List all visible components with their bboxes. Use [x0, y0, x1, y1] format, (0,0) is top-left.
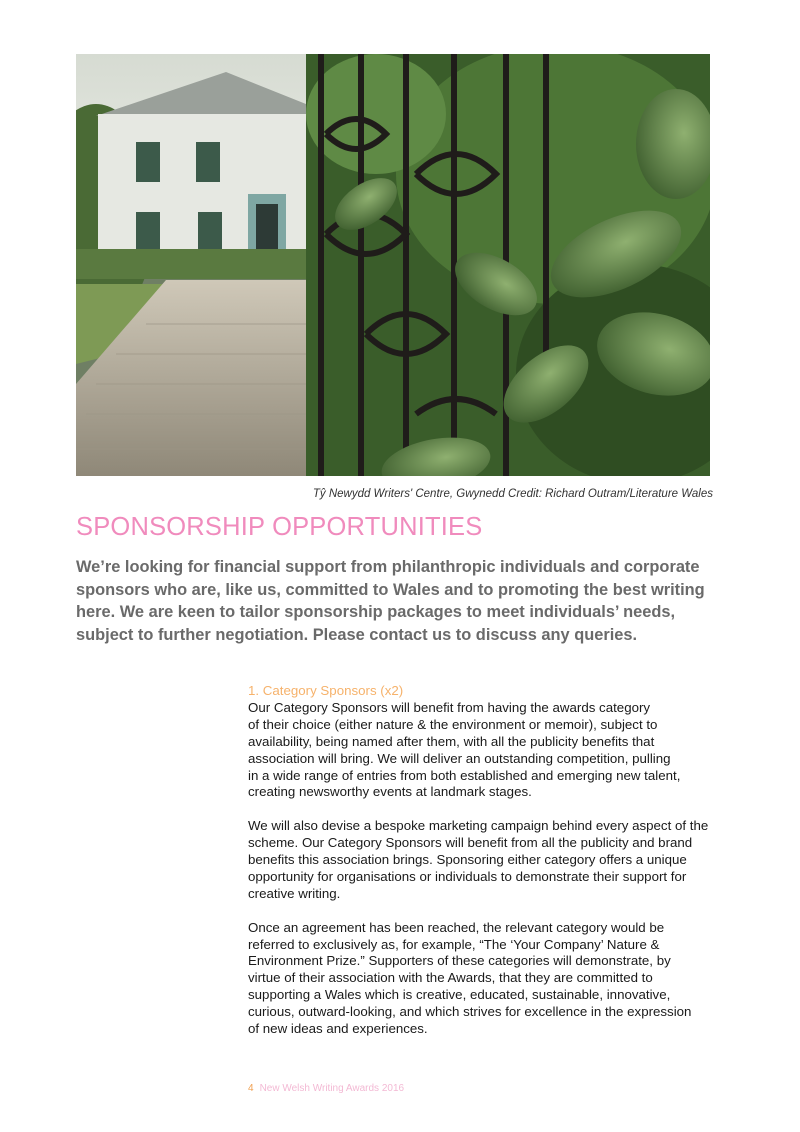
text-line: We will also devise a bespoke marketing campaign behind every aspect of the: [248, 818, 709, 834]
photo-caption: Tŷ Newydd Writers' Centre, Gwynedd Credit: Richard Outram/Literature Wales: [312, 488, 713, 500]
text-line: of their choice (either nature & the environment or memoir), subject to: [248, 716, 658, 732]
category-sponsors-section: [248, 683, 748, 1055]
text-line: of new ideas and experiences.: [248, 1021, 428, 1037]
text-line: benefits this association brings. Sponsoring either category offers a unique: [248, 852, 687, 868]
section-paragraph-1: [248, 700, 748, 801]
text-line: curious, outward-looking, and which strives for excellence in the expression: [248, 1004, 692, 1020]
text-line: supporting a Wales which is creative, educated, sustainable, innovative,: [248, 987, 671, 1003]
section-paragraph-3: [248, 920, 748, 1038]
text-line: creating newsworthy events at landmark stages.: [248, 784, 532, 800]
section-paragraph-2: [248, 818, 748, 903]
page-heading: SPONSORSHIP OPPORTUNITIES: [76, 513, 483, 541]
text-line: virtue of their association with the Awards, that they are committed to: [248, 970, 653, 986]
intro-line: sponsors who are, like us, committed to Wales and to promoting the best writing: [76, 580, 705, 599]
text-line: in a wide range of entries from both established and emerging new talent,: [248, 767, 681, 783]
garden-gate-house-photo: [76, 54, 710, 476]
text-line: Once an agreement has been reached, the relevant category would be: [248, 919, 665, 935]
intro-line: here. We are keen to tailor sponsorship packages to meet individuals’ needs,: [76, 603, 676, 621]
text-line: Our Category Sponsors will benefit from having the awards category: [248, 699, 651, 715]
text-line: scheme. Our Category Sponsors will benefit from all the publicity and brand: [248, 835, 693, 851]
section-title: 1. Category Sponsors (x2): [248, 683, 404, 698]
text-line: creative writing.: [248, 885, 341, 901]
text-line: opportunity for organisations or individuals to demonstrate their support for: [248, 868, 687, 884]
hero-photo: [76, 54, 710, 476]
page-number: 4: [248, 1083, 254, 1094]
publication-name: New Welsh Writing Awards 2016: [259, 1083, 405, 1094]
page-footer: [248, 1083, 404, 1094]
intro-line: subject to further negotiation. Please contact us to discuss any queries.: [76, 625, 638, 644]
text-line: association will bring. We will deliver an outstanding competition, pulling: [248, 750, 671, 766]
intro-paragraph: [76, 556, 736, 646]
text-line: referred to exclusively as, for example, “The ‘Your Company’ Nature &: [248, 936, 660, 952]
text-line: availability, being named after them, with all the publicity benefits that: [248, 733, 655, 749]
text-line: Environment Prize.” Supporters of these categories will demonstrate, by: [248, 953, 671, 969]
intro-line: We’re looking for financial support from philanthropic individuals and corporate: [76, 558, 700, 576]
